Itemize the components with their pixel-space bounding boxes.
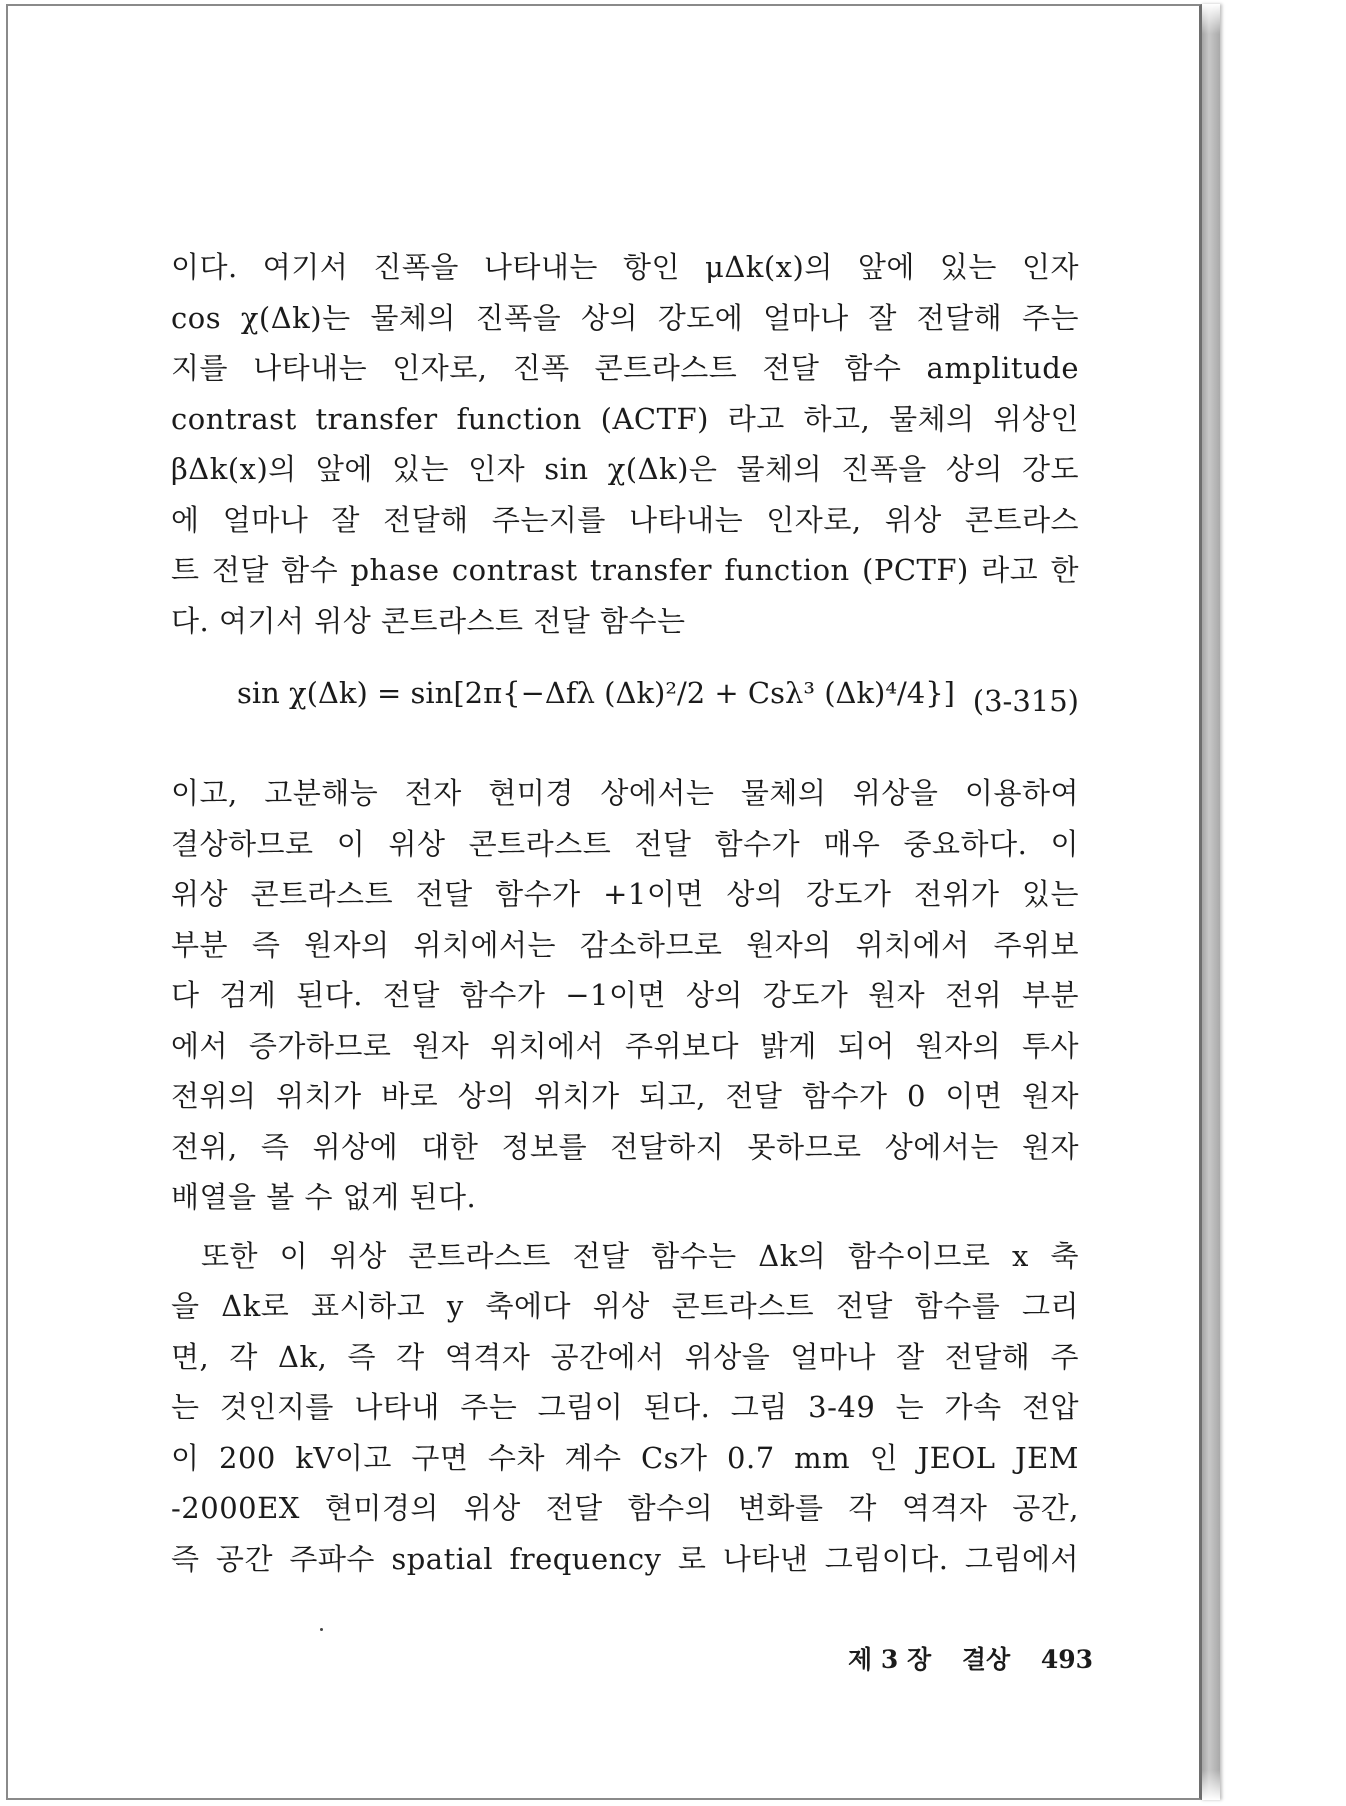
text-line: -2000EX 현미경의 위상 전달 함수의 변화를 각 역격자 공간, bbox=[171, 1491, 1079, 1525]
paragraph-3 bbox=[171, 1231, 1079, 1585]
footer-section: 결상 bbox=[961, 1645, 1011, 1674]
equation-body: sin χ(Δk) = sin[2π{−Δfλ (Δk)²/2 + Csλ³ (Δk)⁴/4}] bbox=[237, 676, 955, 710]
text-line: 부분 즉 원자의 위치에서는 감소하므로 원자의 위치에서 주위보 bbox=[171, 927, 1079, 962]
paragraph-2 bbox=[171, 768, 1079, 1223]
text-line: 배열을 볼 수 없게 된다. bbox=[171, 1180, 477, 1214]
text-line: 전위의 위치가 바로 상의 위치가 되고, 전달 함수가 0 이면 원자 bbox=[171, 1079, 1079, 1113]
text-line: 에 얼마나 잘 전달해 주는지를 나타내는 인자로, 위상 콘트라스 bbox=[171, 502, 1079, 537]
text-line: 면, 각 Δk, 즉 각 역격자 공간에서 위상을 얼마나 잘 전달해 주 bbox=[171, 1339, 1079, 1374]
footer-chapter: 제 3 장 bbox=[848, 1645, 932, 1674]
text-line: 다. 여기서 위상 콘트라스트 전달 함수는 bbox=[171, 603, 686, 638]
text-line: 또한 이 위상 콘트라스트 전달 함수는 Δk의 함수이므로 x 축 bbox=[201, 1238, 1079, 1273]
text-line: 이고, 고분해능 전자 현미경 상에서는 물체의 위상을 이용하여 bbox=[171, 776, 1079, 810]
spine-bottom-fade bbox=[1200, 1770, 1220, 1800]
text-line: 이다. 여기서 진폭을 나타내는 항인 μΔk(x)의 앞에 있는 인자 bbox=[171, 250, 1079, 284]
text-line: 지를 나타내는 인자로, 진폭 콘트라스트 전달 함수 amplitude bbox=[171, 351, 1079, 385]
text-line: 즉 공간 주파수 spatial frequency 로 나타낸 그림이다. 그림에서 bbox=[171, 1541, 1079, 1576]
text-line: 위상 콘트라스트 전달 함수가 +1이면 상의 강도가 전위가 있는 bbox=[171, 877, 1079, 911]
page-number: 493 bbox=[1040, 1645, 1094, 1674]
text-line: 에서 증가하므로 원자 위치에서 주위보다 밝게 되어 원자의 투사 bbox=[171, 1028, 1079, 1063]
text-line: 트 전달 함수 phase contrast transfer function (PCTF) 라고 한 bbox=[171, 553, 1079, 587]
body-text bbox=[171, 242, 1079, 1584]
text-line: 다 검게 된다. 전달 함수가 −1이면 상의 강도가 원자 전위 부분 bbox=[171, 978, 1079, 1012]
text-line: 전위, 즉 위상에 대한 정보를 전달하지 못하므로 상에서는 원자 bbox=[171, 1129, 1079, 1164]
equation-3-315 bbox=[171, 658, 1079, 754]
text-line: βΔk(x)의 앞에 있는 인자 sin χ(Δk)은 물체의 진폭을 상의 강도 bbox=[171, 452, 1079, 486]
text-line: 을 Δk로 표시하고 y 축에다 위상 콘트라스트 전달 함수를 그리 bbox=[171, 1289, 1079, 1323]
text-line: 결상하므로 이 위상 콘트라스트 전달 함수가 매우 중요하다. 이 bbox=[171, 826, 1079, 861]
text-line: 는 것인지를 나타내 주는 그림이 된다. 그림 3-49 는 가속 전압 bbox=[171, 1390, 1079, 1424]
text-line: contrast transfer function (ACTF) 라고 하고, 물체의 위상인 bbox=[171, 401, 1079, 436]
equation-number: (3-315) bbox=[972, 684, 1079, 718]
text-line: 이 200 kV이고 구면 수차 계수 Cs가 0.7 mm 인 JEOL JEM bbox=[171, 1440, 1079, 1475]
text-line: cos χ(Δk)는 물체의 진폭을 상의 강도에 얼마나 잘 전달해 주는 bbox=[171, 300, 1079, 335]
book-spine-edge bbox=[1200, 4, 1220, 1800]
running-footer bbox=[848, 1640, 1093, 1676]
dust-speck bbox=[320, 1628, 323, 1631]
spine-top-fade bbox=[1200, 4, 1220, 34]
paragraph-1 bbox=[171, 242, 1079, 646]
